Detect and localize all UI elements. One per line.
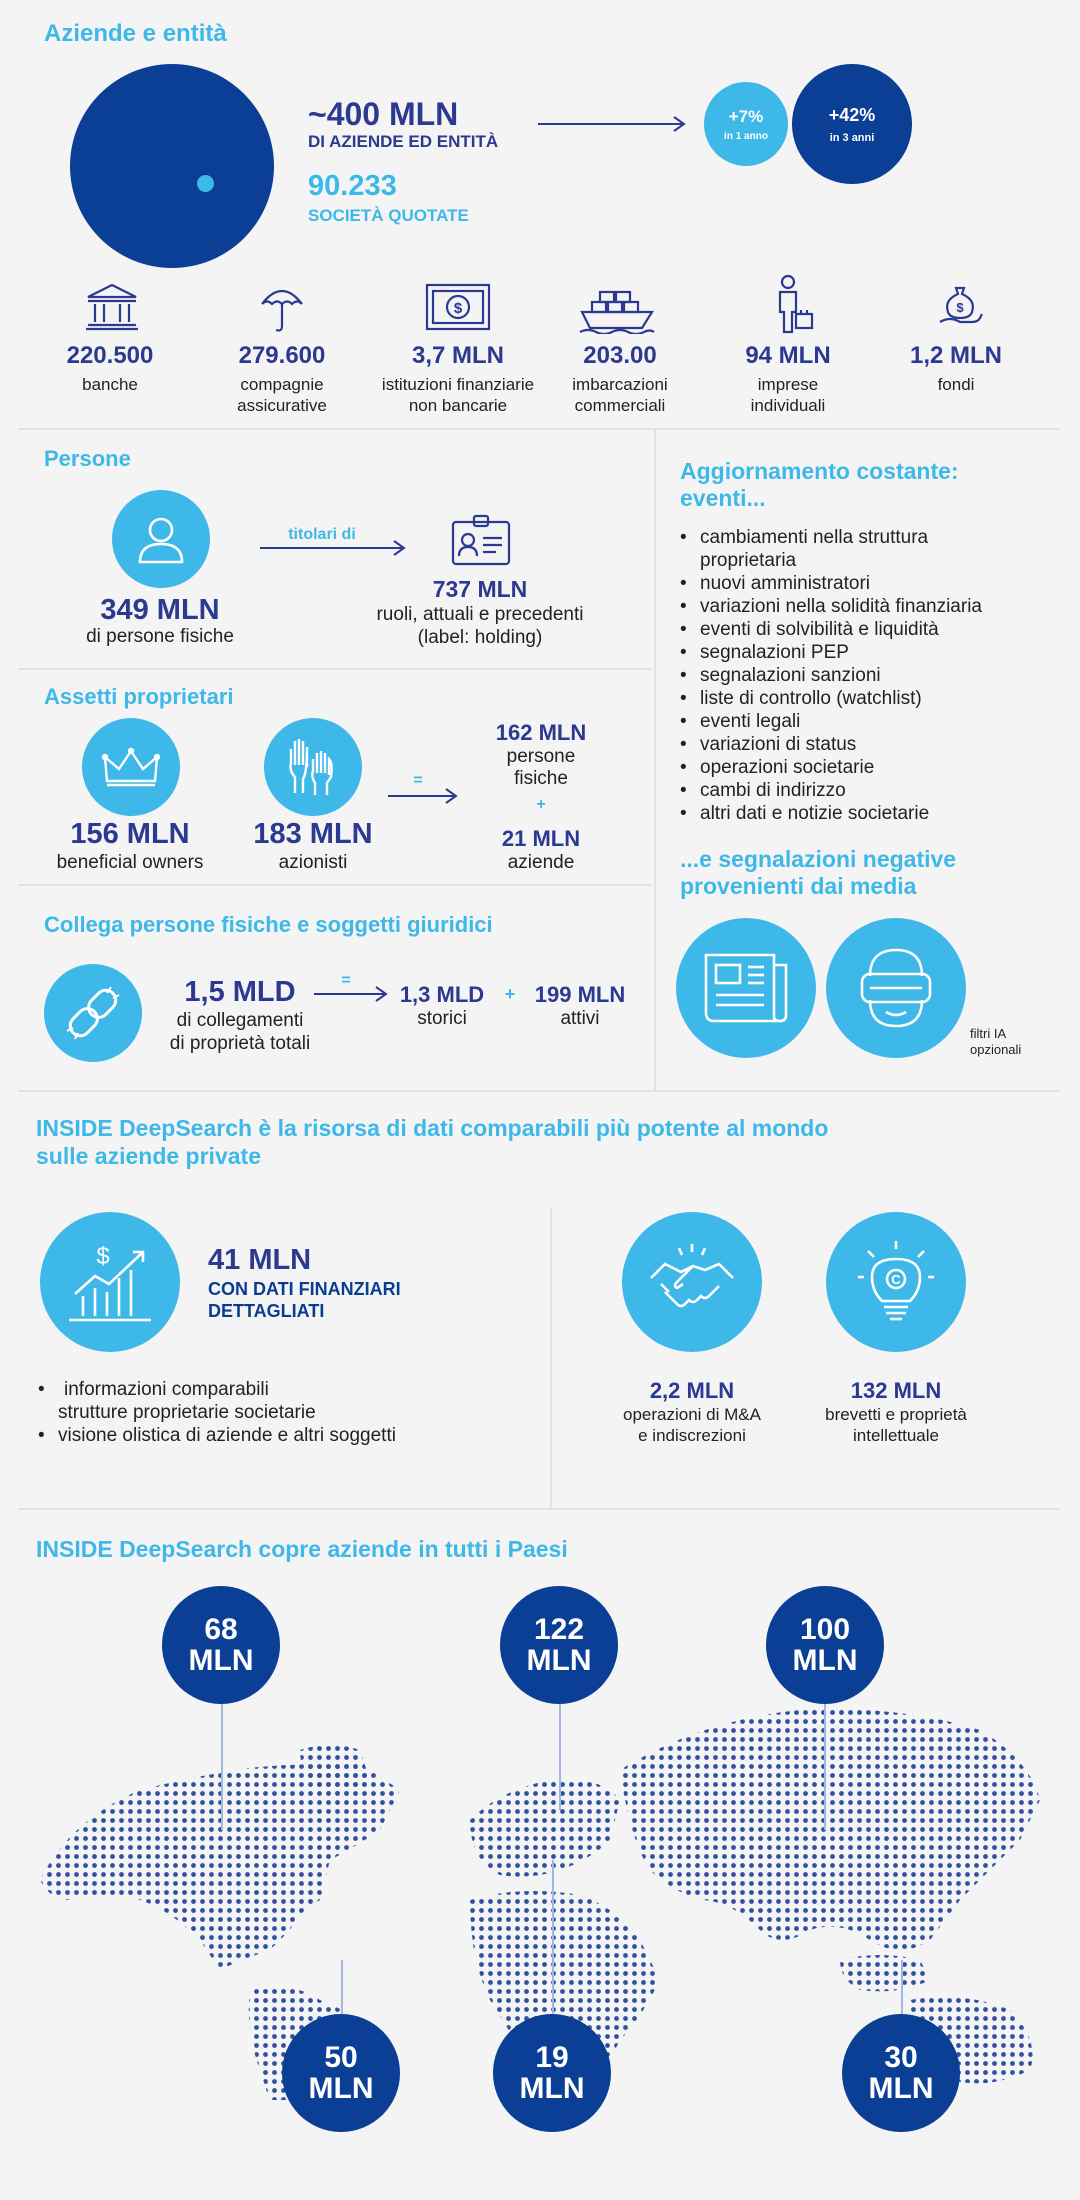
map-stem xyxy=(552,1860,554,2030)
events-title xyxy=(680,458,959,512)
natural-persons-sublabel: fisiche xyxy=(514,768,568,789)
divider xyxy=(550,1208,552,1508)
media-title-line1: ...e segnalazioni negative xyxy=(680,846,957,872)
region-asia-badge xyxy=(766,1586,884,1704)
equals-sign: = xyxy=(413,772,423,789)
arrow-right-icon xyxy=(386,786,462,806)
natural-persons-value: 162 MLN xyxy=(495,720,587,745)
stat-funds-label: fondi xyxy=(937,375,975,394)
stat-insurance-value: 279.600 xyxy=(238,342,326,369)
location-dot xyxy=(197,175,214,192)
handshake-icon xyxy=(647,1242,737,1322)
stat-banks xyxy=(40,342,180,395)
stat-ships-label: imbarcazioni commerciali xyxy=(572,375,668,415)
plus-sign: + xyxy=(536,796,546,813)
financials-label xyxy=(208,1278,401,1322)
link-circle xyxy=(44,964,142,1062)
region-north-america-badge xyxy=(162,1586,280,1704)
divider xyxy=(18,1090,1060,1092)
arrow-right-icon xyxy=(312,984,392,1004)
growth-3y-badge xyxy=(792,64,912,184)
divider xyxy=(18,668,652,670)
vr-headset-icon xyxy=(856,946,936,1030)
handshake-circle xyxy=(622,1212,762,1352)
stat-funds-value: 1,2 MLN xyxy=(909,342,1002,369)
growth-chart-circle xyxy=(40,1212,180,1352)
bo-value: 156 MLN xyxy=(70,818,190,850)
list-item: • variazioni di status xyxy=(678,733,1058,756)
list-item: • liste di controllo (watchlist) xyxy=(678,687,1058,710)
ma-label xyxy=(592,1404,792,1446)
listed-label: SOCIETÀ QUOTATE xyxy=(308,206,469,225)
newspaper-icon xyxy=(702,951,790,1025)
ai-filters-label-line1: filtri IA xyxy=(970,1026,1007,1041)
region-unit: MLN xyxy=(519,2072,585,2105)
region-unit: MLN xyxy=(188,1644,254,1677)
svg-text:$: $ xyxy=(453,300,463,317)
financials-label-line2: DETTAGLIATI xyxy=(208,1301,325,1321)
events-list xyxy=(678,526,1058,825)
list-item: • altri dati e notizie societarie xyxy=(678,802,1058,825)
ai-filters-label-line2: opzionali xyxy=(970,1042,1022,1057)
growth-chart-icon xyxy=(65,1240,155,1324)
id-card-icon xyxy=(450,514,512,568)
ip-label-line1: brevetti e proprietà xyxy=(825,1405,967,1424)
list-item: • cambi di indirizzo xyxy=(678,779,1058,802)
arrow-right-icon xyxy=(258,538,410,558)
roles-sublabel: (label: holding) xyxy=(417,627,543,648)
stat-insurance-label: compagnie assicurative xyxy=(237,375,327,415)
region-value: 100 xyxy=(799,1613,851,1646)
region-value: 122 xyxy=(533,1613,585,1646)
chain-link-icon xyxy=(61,981,125,1045)
stat-sole-traders xyxy=(728,342,848,416)
ship-icon xyxy=(578,282,656,334)
ai-filters-label xyxy=(970,1026,1021,1058)
links-total-value: 1,5 MLD xyxy=(184,976,296,1008)
events-title-line1: Aggiornamento costante: xyxy=(680,458,959,484)
companies-total-label: DI AZIENDE ED ENTITÀ xyxy=(308,132,499,151)
links-total-label: di collegamenti xyxy=(176,1010,304,1031)
list-item: • segnalazioni PEP xyxy=(678,641,1058,664)
deepsearch-bullets xyxy=(36,1378,536,1447)
umbrella-icon xyxy=(258,282,306,334)
list-item: • eventi legali xyxy=(678,710,1058,733)
plus-sign: + xyxy=(504,984,516,1004)
region-europe-badge xyxy=(500,1586,618,1704)
svg-text:$: $ xyxy=(96,1243,110,1270)
banknote-icon xyxy=(424,282,492,334)
ip-value: 132 MLN xyxy=(850,1378,942,1403)
arrow-right-icon xyxy=(536,114,690,134)
holder-of-label: titolari di xyxy=(288,526,356,543)
raised-hands-icon xyxy=(285,737,341,797)
person-icon xyxy=(134,512,188,566)
region-value: 19 xyxy=(535,2041,569,2074)
list-item: • visione olistica di aziende e altri soggetti xyxy=(36,1424,536,1447)
lightbulb-circle xyxy=(826,1212,966,1352)
region-unit: MLN xyxy=(792,1644,858,1677)
stat-banks-label: banche xyxy=(82,375,138,394)
stat-sole-traders-label: imprese individuali xyxy=(750,375,826,415)
stat-nonbank xyxy=(368,342,548,416)
roles-label: ruoli, attuali e precedenti xyxy=(376,604,584,625)
divider xyxy=(18,1508,1060,1510)
growth-3y-value: +42% xyxy=(828,104,876,125)
deepsearch-title xyxy=(36,1114,828,1170)
lightbulb-copyright-icon xyxy=(854,1239,938,1325)
ma-label-line1: operazioni di M&A xyxy=(623,1405,761,1424)
equals-sign: = xyxy=(341,972,351,989)
companies-total-value: ~400 MLN xyxy=(308,96,459,132)
globe-circle xyxy=(70,64,274,268)
deepsearch-title-line1: INSIDE DeepSearch è la risorsa di dati comparabili più potente al mondo xyxy=(36,1115,829,1141)
stat-insurance xyxy=(212,342,352,416)
growth-1y-label: in 1 anno xyxy=(724,130,768,142)
shareholders-value: 183 MLN xyxy=(253,818,373,850)
divider xyxy=(654,430,656,1090)
deepsearch-title-line2: sulle aziende private xyxy=(36,1143,261,1169)
person-circle xyxy=(112,490,210,588)
financials-label-line1: CON DATI FINANZIARI xyxy=(208,1279,401,1299)
historic-links-value: 1,3 MLD xyxy=(399,982,485,1007)
region-value: 68 xyxy=(204,1613,238,1646)
person-briefcase-icon xyxy=(772,274,816,336)
ma-value: 2,2 MLN xyxy=(649,1378,735,1403)
stat-ships-value: 203.00 xyxy=(583,342,657,369)
region-unit: MLN xyxy=(868,2072,934,2105)
region-africa-badge xyxy=(493,2014,611,2132)
links-total-sublabel: di proprietà totali xyxy=(169,1033,311,1054)
stat-nonbank-value: 3,7 MLN xyxy=(411,342,504,369)
companies-owners-label: aziende xyxy=(507,852,575,873)
newspaper-circle xyxy=(676,918,816,1058)
money-bag-hand-icon xyxy=(936,278,984,334)
section-title-persone: Persone xyxy=(44,446,131,471)
ma-label-line2: e indiscrezioni xyxy=(638,1426,746,1445)
svg-text:$: $ xyxy=(956,300,964,315)
active-links-value: 199 MLN xyxy=(534,982,626,1007)
list-item: • variazioni nella solidità finanziaria xyxy=(678,595,1058,618)
historic-links-label: storici xyxy=(417,1008,467,1029)
stat-ships xyxy=(554,342,686,416)
vr-circle xyxy=(826,918,966,1058)
svg-text:C: C xyxy=(891,1272,901,1287)
stat-nonbank-label: istituzioni finanziarie non bancarie xyxy=(381,375,535,415)
map-stem xyxy=(559,1700,561,1810)
list-item: • eventi di solvibilità e liquidità xyxy=(678,618,1058,641)
growth-1y-value: +7% xyxy=(728,106,764,126)
map-title: INSIDE DeepSearch copre aziende in tutti i Paesi xyxy=(36,1536,568,1562)
crown-icon xyxy=(101,745,161,789)
list-item: • operazioni societarie xyxy=(678,756,1058,779)
natural-persons-label: persone xyxy=(506,746,576,767)
section-title-assetti: Assetti proprietari xyxy=(44,684,234,709)
region-south-america-badge xyxy=(282,2014,400,2132)
crown-circle xyxy=(82,718,180,816)
list-item: proprietaria xyxy=(700,550,797,571)
map-stem xyxy=(824,1700,826,1830)
section-title-aziende: Aziende e entità xyxy=(44,20,227,47)
stat-banks-value: 220.500 xyxy=(66,342,154,369)
region-value: 50 xyxy=(324,2041,358,2074)
region-unit: MLN xyxy=(526,1644,592,1677)
persons-value: 349 MLN xyxy=(100,594,220,626)
list-item: • informazioni comparabili xyxy=(36,1378,536,1401)
list-item: strutture proprietarie societarie xyxy=(58,1402,316,1423)
list-item: • cambiamenti nella struttura xyxy=(678,526,1058,549)
divider xyxy=(18,884,652,886)
region-oceania-badge xyxy=(842,2014,960,2132)
ip-label-line2: intellettuale xyxy=(852,1426,939,1445)
bo-label: beneficial owners xyxy=(56,852,204,873)
list-item: • segnalazioni sanzioni xyxy=(678,664,1058,687)
media-title-line2: provenienti dai media xyxy=(680,873,917,899)
stat-sole-traders-value: 94 MLN xyxy=(745,342,831,369)
persons-label: di persone fisiche xyxy=(86,626,234,647)
list-item: • nuovi amministratori xyxy=(678,572,1058,595)
shareholders-label: azionisti xyxy=(278,852,348,873)
growth-3y-label: in 3 anni xyxy=(829,131,875,144)
region-unit: MLN xyxy=(308,2072,374,2105)
roles-value: 737 MLN xyxy=(432,576,528,602)
growth-1y-badge xyxy=(704,82,788,166)
region-value: 30 xyxy=(884,2041,918,2074)
financials-value: 41 MLN xyxy=(208,1244,312,1276)
hands-circle xyxy=(264,718,362,816)
map-stem xyxy=(221,1700,223,1830)
divider xyxy=(18,428,1060,430)
events-title-line2: eventi... xyxy=(680,485,766,511)
active-links-label: attivi xyxy=(560,1008,600,1029)
companies-owners-value: 21 MLN xyxy=(501,826,581,851)
section-title-collega: Collega persone fisiche e soggetti giuridici xyxy=(44,912,493,937)
media-title xyxy=(680,846,956,900)
ip-label xyxy=(796,1404,996,1446)
bank-icon xyxy=(84,282,140,332)
listed-value: 90.233 xyxy=(308,170,397,202)
stat-funds xyxy=(896,342,1016,395)
